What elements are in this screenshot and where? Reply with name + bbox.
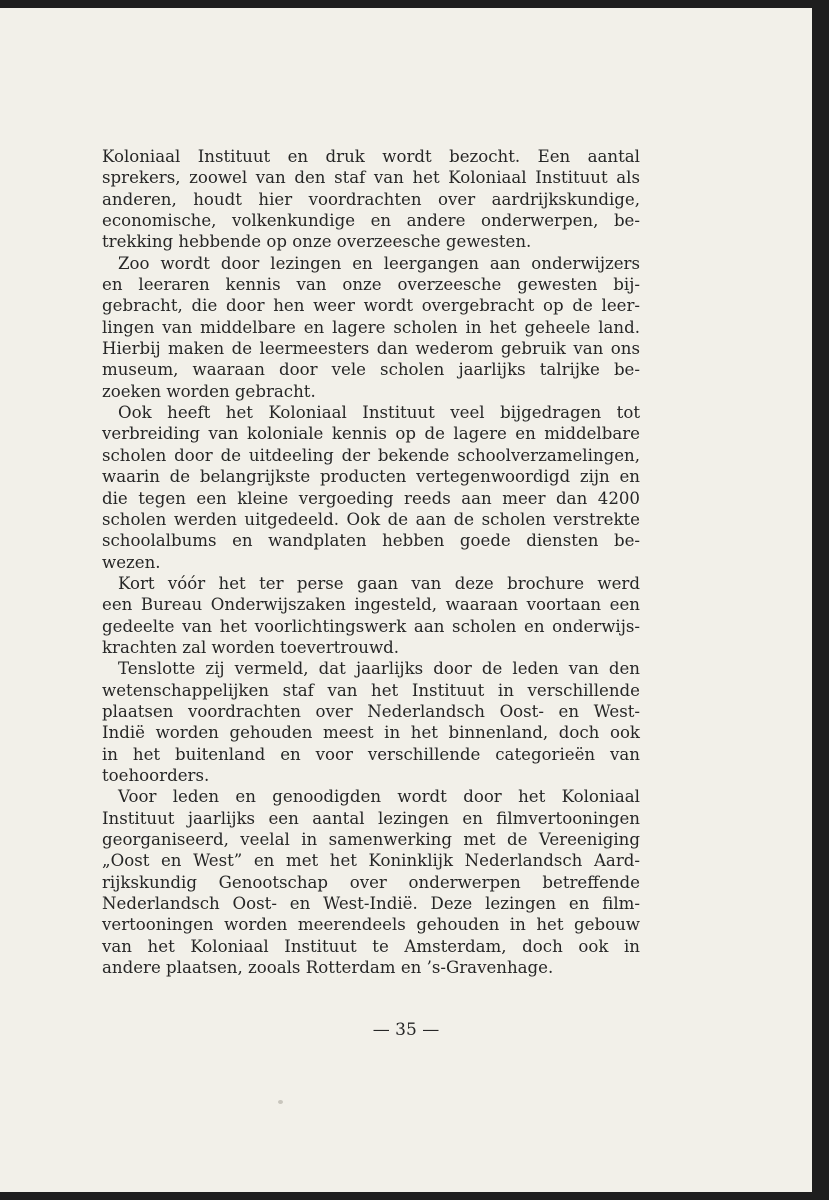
text-line: wezen.	[102, 552, 161, 572]
text-line: anderen, houdt hier voordrachten over aardrijkskundige,	[102, 189, 640, 209]
text-line: scholen door de uitdeeling der bekende schoolverzamelingen,	[102, 445, 640, 465]
text-line: in het buitenland en voor verschillende categorieën van	[102, 744, 640, 764]
text-line: waarin de belangrijkste producten vertegenwoordigd zijn en	[102, 467, 640, 487]
text-line: verbreiding van koloniale kennis op de lagere en middelbare	[102, 424, 640, 444]
text-line: rijkskundig Genootschap over onderwerpen betreffende	[102, 872, 640, 892]
text-line: Nederlandsch Oost- en West-Indië. Deze lezingen en film-	[102, 894, 640, 914]
scan-border-top	[0, 0, 829, 8]
text-line: toehoorders.	[102, 765, 210, 785]
text-line: zoeken worden gebracht.	[102, 381, 316, 401]
text-line: Voor leden en genoodigden wordt door het Koloniaal	[118, 787, 640, 807]
text-line: gebracht, die door hen weer wordt overgebracht op de leer-	[102, 296, 640, 316]
text-line: Tenslotte zij vermeld, dat jaarlijks door de leden van den	[118, 659, 640, 679]
text-line: Indië worden gehouden meest in het binnenland, doch ook	[102, 723, 640, 743]
text-line: economische, volkenkundige en andere onderwerpen, be-	[102, 211, 640, 231]
text-line: vertooningen worden meerendeels gehouden in het gebouw	[102, 915, 640, 935]
body-text	[102, 146, 640, 978]
text-line: „Oost en West” en met het Koninklijk Nederlandsch Aard-	[102, 851, 640, 871]
text-line: sprekers, zoowel van den staf van het Koloniaal Instituut als	[102, 168, 640, 188]
text-line: een Bureau Onderwijszaken ingesteld, waaraan voortaan een	[102, 595, 640, 615]
text-line: georganiseerd, veelal in samenwerking met de Vereeniging	[102, 830, 640, 849]
text-line: schoolalbums en wandplaten hebben goede diensten be-	[102, 531, 640, 551]
text-line: en leeraren kennis van onze overzeesche gewesten bij-	[102, 275, 640, 295]
text-line: wetenschappelijken staf van het Instituut in verschillende	[102, 680, 640, 700]
text-line: Hierbij maken de leermeesters dan wederom gebruik van ons	[102, 339, 640, 359]
text-line: Koloniaal Instituut en druk wordt bezocht. Een aantal	[102, 147, 640, 166]
text-line: trekking hebbende op onze overzeesche gewesten.	[102, 232, 532, 252]
book-page	[0, 8, 812, 1192]
text-line: museum, waaraan door vele scholen jaarlijks talrijke be-	[102, 360, 640, 380]
text-line: Zoo wordt door lezingen en leergangen aan onderwijzers	[118, 253, 640, 273]
text-line: van het Koloniaal Instituut te Amsterdam, doch ook in	[102, 936, 640, 956]
text-line: andere plaatsen, zooals Rotterdam en ’s-Gravenhage.	[102, 958, 554, 978]
text-line: gedeelte van het voorlichtingswerk aan scholen en onderwijs-	[102, 616, 640, 636]
paper-speck	[278, 1100, 283, 1104]
text-line: die tegen een kleine vergoeding reeds aan meer dan 4200	[102, 488, 640, 508]
text-line: krachten zal worden toevertrouwd.	[102, 637, 400, 657]
text-line: Instituut jaarlijks een aantal lezingen en filmvertooningen	[102, 808, 640, 828]
text-line: Ook heeft het Koloniaal Instituut veel bijgedragen tot	[118, 403, 640, 423]
page-number: — 35 —	[372, 1020, 440, 1040]
scan-border-bottom	[0, 1192, 829, 1200]
text-line: plaatsen voordrachten over Nederlandsch Oost- en West-	[102, 701, 640, 721]
scan-border-right	[812, 0, 829, 1200]
text-line: scholen werden uitgedeeld. Ook de aan de scholen verstrekte	[102, 509, 640, 529]
text-line: Kort vóór het ter perse gaan van deze brochure werd	[118, 573, 640, 593]
text-line: lingen van middelbare en lagere scholen in het geheele land.	[102, 317, 640, 337]
